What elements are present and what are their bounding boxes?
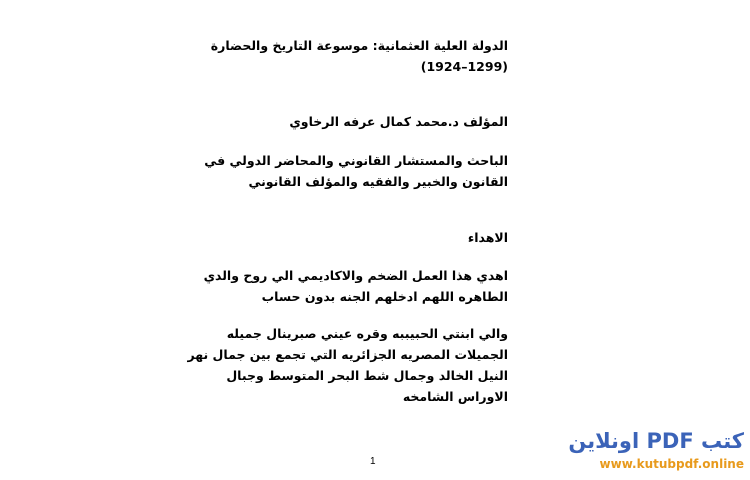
dedication-heading (208, 227, 508, 248)
dedication-2-line-2: الجميلات المصريه الجزائريه التي تجمع بين جمال نهر (187, 347, 508, 362)
dedication-1-line-2: الطاهره اللهم ادخلهم الجنه بدون حساب (261, 289, 508, 304)
author-title-line-1: الباحث والمستشار القانوني والمحاضر الدولي في (204, 153, 508, 168)
dedication-paragraph-2 (187, 323, 508, 407)
watermark-url: www.kutubpdf.online (599, 457, 744, 471)
book-title (208, 35, 508, 77)
author-line: المؤلف د.محمد كمال عرفه الرخاوي (289, 114, 508, 129)
author-description (204, 150, 508, 192)
dedication-1-line-1: اهدي هذا العمل الضخم والاكاديمي الي روح والدي (203, 268, 508, 283)
dedication-paragraph-1 (203, 265, 508, 307)
title-line-2: (1299–1924) (420, 59, 508, 74)
dedication-2-line-3: النيل الخالد وجمال شط البحر المتوسط وجبال (226, 368, 508, 383)
dedication-heading-text: الاهداء (467, 230, 508, 245)
dedication-2-line-4: الاوراس الشامخه (402, 389, 508, 404)
title-line-1: الدولة العلية العثمانية: موسوعة التاريخ والحضارة (210, 38, 508, 53)
site-watermark (568, 428, 744, 472)
page-number: 1 (370, 456, 376, 467)
author-title-line-2: القانون والخبير والفقيه والمؤلف القانوني (248, 174, 508, 189)
dedication-2-line-1: والي ابنتي الحبيببه وقره عيني صبرينال جميله (226, 326, 508, 341)
author-name (208, 111, 508, 132)
watermark-arabic-text: كتب PDF اونلاين (568, 429, 744, 453)
